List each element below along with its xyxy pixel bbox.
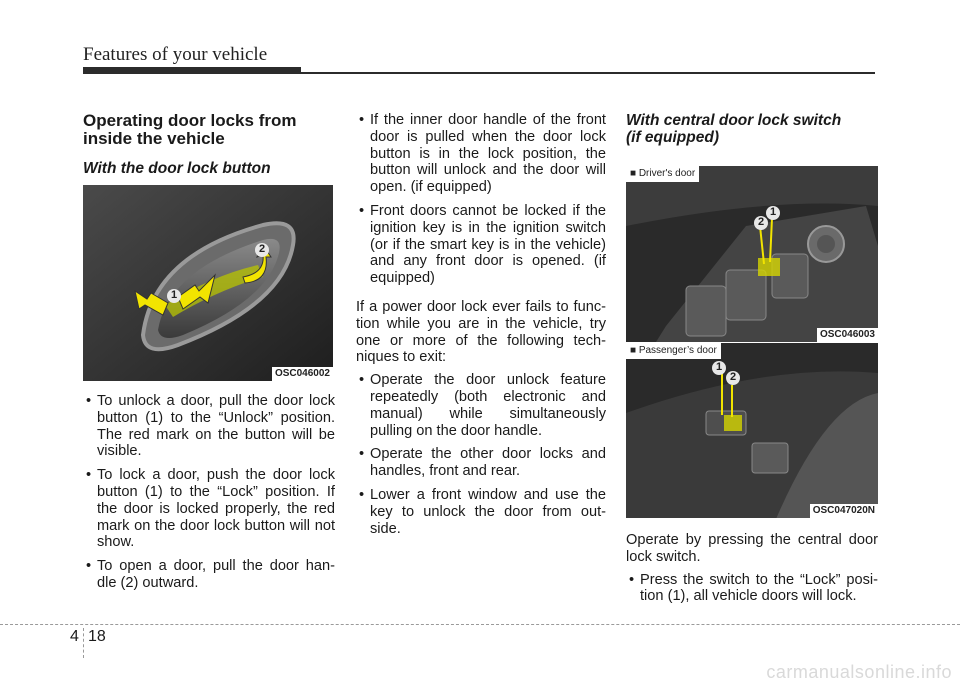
bullet-item: • Front doors cannot be locked if the ignition key is in the ignition switch (or if the smart key is in the vehicle) and any front door is opened. (if equipped) — [356, 203, 606, 287]
bullet-item: • To lock a door, push the door lock button (1) to the “Lock” position. If the door is locked properly, the red mark on the door lock button will not show. — [83, 467, 335, 551]
bullet-item: • Press the switch to the “Lock” posi- tion (1), all vehicle doors will lock. — [626, 572, 878, 606]
door-handle-illustration — [83, 185, 333, 381]
passengers-door-switch-figure — [626, 342, 878, 518]
footer-rule — [0, 624, 960, 625]
header-rule-thick — [83, 67, 301, 74]
callout-1: 1 — [712, 361, 726, 375]
bullet-item: • Operate the other door locks and handles, front and rear. — [356, 446, 606, 480]
bullet-item: • To open a door, pull the door han- dle (2) outward. — [83, 558, 335, 592]
section-title — [83, 112, 335, 148]
page-number: 18 — [88, 628, 106, 645]
bullet-item: • Lower a front window and use the key to unlock the door from out- side. — [356, 487, 606, 537]
drivers-door-switch-illustration — [626, 166, 878, 342]
door-lock-button-figure — [83, 185, 333, 381]
footer-divider — [83, 628, 84, 658]
exit-techniques-bullet-list — [356, 372, 606, 537]
bullet-item: • To unlock a door, pull the door lock button (1) to the “Unlock” position. The red mark on the button will be visible. — [83, 393, 335, 460]
passengers-door-tag: ■ Passenger’s door — [626, 343, 721, 359]
drivers-door-switch-figure — [626, 166, 878, 342]
sub-title-central-switch — [626, 112, 878, 146]
column-3 — [626, 112, 878, 612]
door-behavior-bullet-list — [356, 112, 606, 287]
bullet-item: • Operate the door unlock feature repeatedly (both electronic and manual) while simultaneously pulling on the door handle. — [356, 372, 606, 439]
figure-id-label: OSC046002 — [272, 367, 333, 381]
column-1 — [83, 112, 335, 599]
central-switch-paragraph: Operate by pressing the central door lock switch. — [626, 532, 878, 565]
bullet-item: • If the inner door handle of the front door is pulled when the door lock button is in the lock position, the button will unlock and the door will open. (if equipped) — [356, 112, 606, 196]
watermark: carmanualsonline.info — [766, 662, 952, 682]
callout-1: 1 — [167, 289, 181, 303]
column-2 — [356, 112, 606, 544]
sub-title-line-2: (if equipped) — [626, 129, 719, 146]
central-switch-bullet-list — [626, 572, 878, 606]
figure-id-label: OSC047020N — [810, 504, 878, 518]
chapter-number: 4 — [70, 628, 79, 645]
callout-2: 2 — [754, 216, 768, 230]
drivers-door-tag: ■ Driver's door — [626, 166, 699, 182]
door-lock-bullet-list — [83, 393, 335, 592]
passengers-door-switch-illustration — [626, 343, 878, 518]
power-lock-failure-paragraph: If a power door lock ever fails to func- tion while you are in the vehicle, try one or more of the following tech- niques to exit: — [356, 298, 606, 366]
page-header-title: Features of your vehicle — [83, 44, 268, 65]
callout-1: 1 — [766, 206, 780, 220]
callout-2: 2 — [726, 371, 740, 385]
callout-2: 2 — [255, 243, 269, 257]
sub-title-line-1: With central door lock switch — [626, 112, 842, 129]
sub-title-door-lock-button: With the door lock button — [83, 160, 271, 177]
header-rule-thin — [301, 72, 875, 74]
section-title-line-2: inside the vehicle — [83, 129, 225, 148]
figure-id-label: OSC046003 — [817, 328, 878, 342]
section-title-line-1: Operating door locks from — [83, 111, 297, 130]
